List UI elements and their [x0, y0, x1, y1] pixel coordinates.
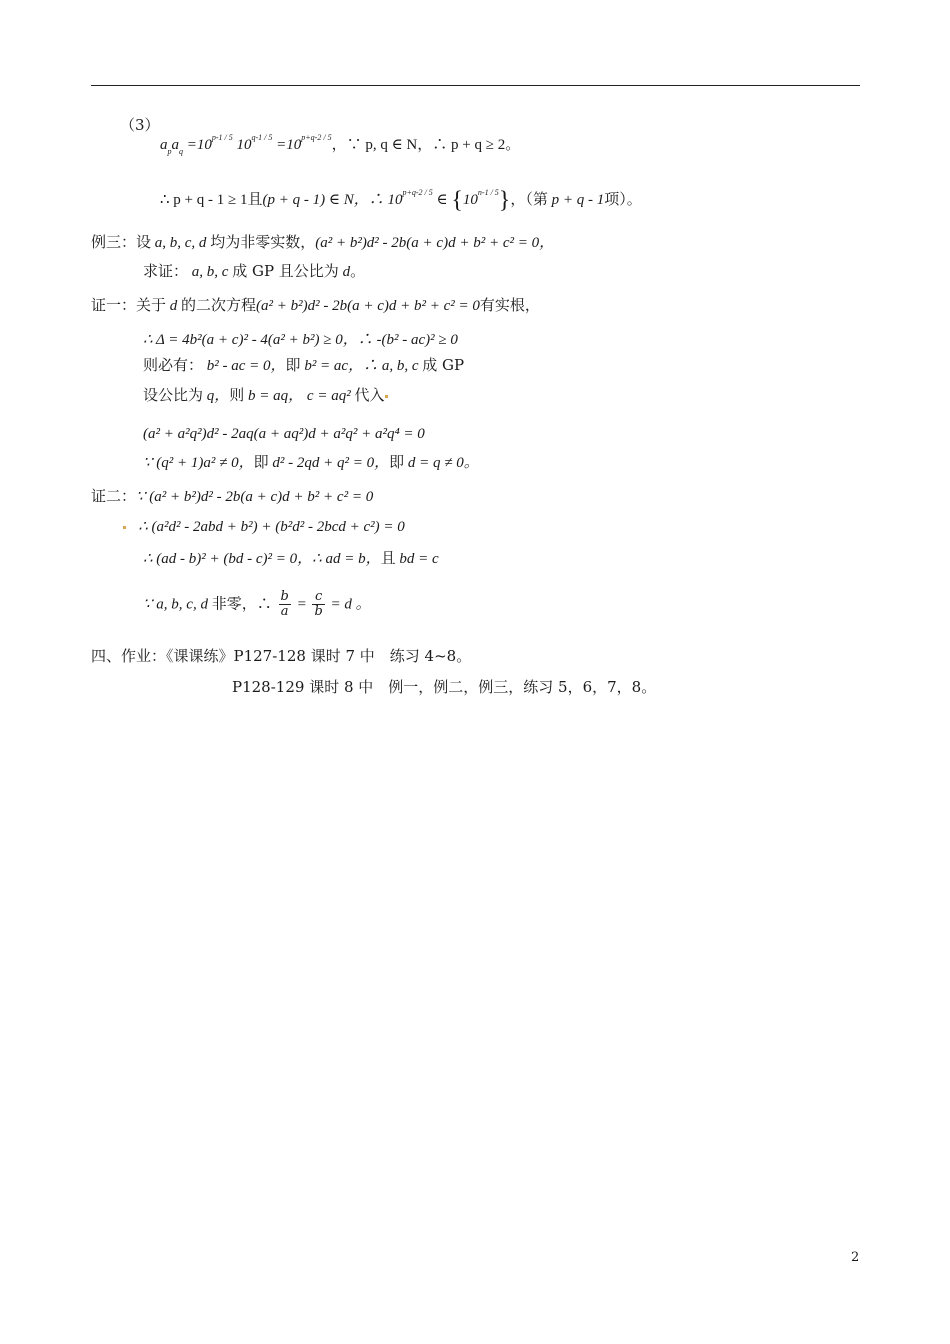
prove-end: 。 [350, 262, 366, 280]
part3-number: （3） [120, 116, 160, 134]
therefore-clause: ∴ p + q - 1 ≥ 1 [160, 192, 248, 208]
proof2-line4 [143, 590, 371, 619]
must-have-eq2: b² = ac， [300, 358, 364, 374]
must-have-eq: b² - ac = 0， [203, 358, 286, 374]
sub-q: q [179, 147, 183, 156]
proof1-line3 [143, 355, 464, 376]
proof2-squares: ∴ (ad - b)² + (bd - c)² = 0，∴ ad = b， [143, 551, 381, 567]
set-base: 10 [462, 192, 478, 208]
proof2-line2 [122, 517, 405, 537]
sub-p: p [167, 147, 172, 156]
frac1-numerator: b [280, 589, 289, 604]
exponent-1: p-1 / 5 [211, 133, 233, 142]
proof2-line3 [143, 549, 439, 569]
nonzero-text: 非零， [211, 594, 257, 613]
note-close: 项）。 [604, 192, 642, 208]
fraction-c-over-b [312, 590, 324, 619]
example3-line1 [91, 232, 554, 253]
must-have-label: 则必有： [143, 356, 204, 374]
exponent: p+q-2 / 5 [402, 188, 433, 197]
prove-vars: a, b, c [188, 264, 233, 280]
proof1-line6 [143, 453, 479, 473]
proof2-regroup: ∴ (a²d² - 2abd + b²) + (b²d² - 2bcd + c²) = 0 [138, 519, 405, 535]
frac2-numerator: c [312, 590, 324, 605]
note-open: ，（第 [510, 192, 548, 208]
proof1-d: d [166, 298, 182, 314]
delta-inequality: ∴ Δ = 4b²(a + c)² - 4(a² + b²) ≥ 0， [143, 332, 358, 348]
proof1-text2: 有实根， [479, 296, 540, 314]
proof2-label: 证二： [91, 487, 137, 505]
therefore-symbol: ∴ [256, 594, 277, 613]
proof2-line1 [91, 486, 373, 507]
set-close-brace: } [498, 187, 511, 214]
proof1-line5 [143, 424, 425, 444]
belongs-symbol: ∈ [432, 192, 452, 208]
part3-line1 [160, 128, 520, 162]
exponent-3: p+q-2 / 5 [301, 133, 332, 142]
fraction-b-over-a [279, 590, 291, 619]
proof1-text: 的二次方程 [181, 296, 257, 314]
equals-d: = d 。 [326, 596, 371, 613]
square-inequality: ∴ -(b² - ac)² ≥ 0 [357, 332, 458, 348]
example3-vars: a, b, c, d [151, 235, 211, 251]
therefore-abc: ∴ a, b, c [363, 358, 423, 374]
homework-text1: 四、作业：《课课练》P127-128 课时 7 中 练习 4~8。 [91, 647, 472, 665]
ji-word: 即 [285, 356, 301, 374]
gp-text: 成 GP [422, 356, 465, 374]
proof1-line2 [143, 330, 458, 350]
set-exponent: n-1 / 5 [477, 188, 499, 197]
exponent-2: q-1 / 5 [251, 133, 273, 142]
set-open-brace: { [451, 187, 463, 214]
example3-equation: (a² + b²)d² - 2b(a + c)d + b² + c² = 0， [315, 235, 555, 251]
homework-text2: P128-129 课时 8 中 例一，例二，例三，练习 5，6，7，8。 [232, 678, 657, 696]
substitution-eq: b = aq， c = aq² [244, 388, 355, 404]
proof1-line1 [91, 295, 540, 316]
homework-line2 [232, 677, 656, 697]
term-a: a [160, 137, 168, 153]
marker-dot-2 [123, 526, 126, 529]
nonzero-vars: ∵ a, b, c, d [143, 596, 212, 613]
term-a2: a [171, 137, 179, 153]
ji-word-3: 即 [389, 455, 405, 471]
condition: (p + q - 1) ∈ N，∴ 10 [262, 192, 403, 208]
part3-label [120, 115, 160, 135]
homework-line1 [91, 646, 471, 666]
ji-word-2: 即 [253, 455, 269, 471]
quadratic-d: d² - 2qd + q² = 0， [268, 455, 390, 471]
part3-line2 [160, 183, 642, 214]
and-word-2: 且 [380, 551, 396, 567]
equals-sign: = [292, 596, 311, 613]
and-word: 且 [247, 192, 263, 208]
substituted-equation: (a² + a²q²)d² - 2aq(a + aq²)d + a²q² + a²q⁴ = 0 [143, 426, 425, 442]
then-word: 则 [229, 386, 245, 404]
bd-equals-c: bd = c [395, 551, 439, 567]
prove-d: d [338, 264, 351, 280]
note-term: p + q - 1 [547, 192, 605, 208]
nonzero-condition: ∵ (q² + 1)a² ≠ 0， [143, 455, 254, 471]
ten-2: 10 [232, 137, 252, 153]
substitute-word: 代入 [354, 386, 385, 404]
prove-label: 求证： [143, 262, 189, 280]
header-rule [91, 85, 860, 86]
result-d-equals-q: d = q ≠ 0。 [404, 455, 479, 471]
ratio-q: q， [203, 388, 230, 404]
prove-text: 成 GP 且公比为 [232, 262, 339, 280]
proof1-line4 [143, 385, 389, 406]
proof1-equation: (a² + b²)d² - 2b(a + c)d + b² + c² = 0 [256, 298, 480, 314]
frac2-denominator: b [314, 604, 323, 619]
example3-text: 均为非零实数， [210, 233, 316, 251]
equals-ten: =10 [183, 137, 212, 153]
frac1-denominator: a [280, 604, 289, 619]
proof2-given: ∵ (a² + b²)d² - 2b(a + c)d + b² + c² = 0 [136, 489, 374, 505]
equals-ten-2: =10 [272, 137, 302, 153]
proof1-label: 证一：关于 [91, 296, 167, 314]
marker-dot [385, 395, 388, 398]
page-number: 2 [851, 1250, 860, 1265]
ratio-label: 设公比为 [143, 386, 204, 404]
because-clause: ，∵ p, q ∈ N，∴ p + q ≥ 2。 [331, 137, 521, 153]
example3-line2 [143, 261, 365, 282]
example3-label: 例三：设 [91, 233, 152, 251]
